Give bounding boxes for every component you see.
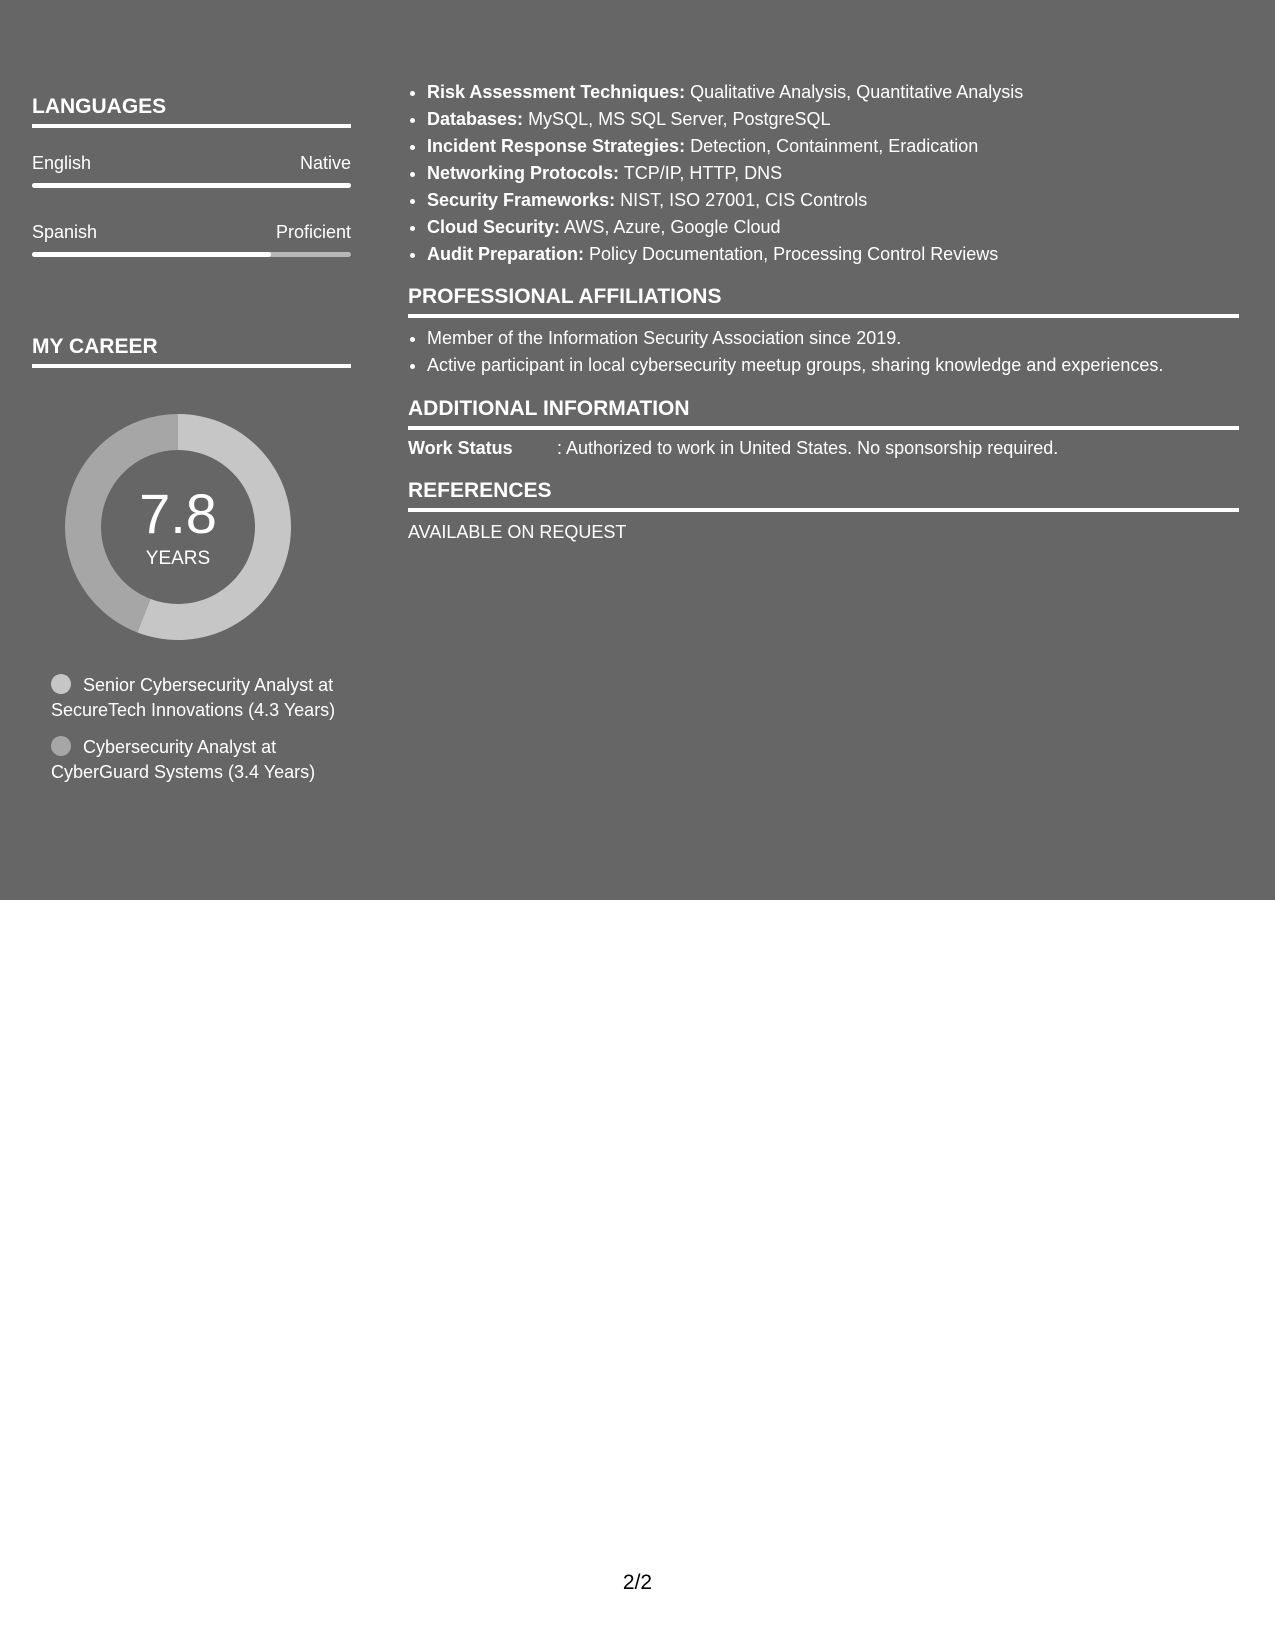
skill-value: Detection, Containment, Eradication <box>690 136 979 156</box>
skill-label: Networking Protocols: <box>427 163 620 183</box>
skill-value: NIST, ISO 27001, CIS Controls <box>620 190 868 210</box>
skill-item <box>427 241 1258 268</box>
references-text: AVAILABLE ON REQUEST <box>408 522 627 542</box>
skill-value: MySQL, MS SQL Server, PostgreSQL <box>528 109 831 129</box>
career-legend-item <box>51 673 351 723</box>
skill-label: Incident Response Strategies: <box>427 136 686 156</box>
skill-item <box>427 160 1258 187</box>
skill-label: Audit Preparation: <box>427 244 585 264</box>
language-bar-fill <box>32 183 351 188</box>
language-level: Native <box>299 153 351 173</box>
additional-info-heading: ADDITIONAL INFORMATION <box>408 396 1239 430</box>
skill-item <box>427 214 1258 241</box>
career-legend-item <box>51 735 351 785</box>
language-name: English <box>32 153 92 173</box>
career-heading: MY CAREER <box>32 334 351 368</box>
languages-heading: LANGUAGES <box>32 94 351 128</box>
skill-value: AWS, Azure, Google Cloud <box>564 217 781 237</box>
career-legend-label: Cybersecurity Analyst at CyberGuard Systems (3.4 Years) <box>51 737 316 782</box>
affiliation-item: • Active participant in local cybersecurity meetup groups, sharing knowledge and experiences. <box>427 352 1258 379</box>
skill-item <box>427 187 1258 214</box>
language-bar-fill <box>32 252 271 257</box>
skill-item <box>427 79 1258 106</box>
career-legend <box>51 673 351 797</box>
career-total-unit: YEARS <box>145 548 211 569</box>
language-bar-spanish <box>32 252 351 257</box>
career-total-years: 7.8 <box>139 482 217 545</box>
skill-value: Qualitative Analysis, Quantitative Analysis <box>690 82 1024 102</box>
legend-dot <box>51 674 71 694</box>
affiliation-item: • Member of the Information Security Association since 2019. <box>427 325 1258 352</box>
affiliations-heading: PROFESSIONAL AFFILIATIONS <box>408 284 1239 318</box>
skill-item <box>427 106 1258 133</box>
affiliations-list <box>408 325 1258 379</box>
skill-item <box>427 133 1258 160</box>
skill-value: Policy Documentation, Processing Control Reviews <box>589 244 999 264</box>
legend-dot <box>51 736 71 756</box>
career-donut-chart <box>65 414 291 640</box>
skill-label: Cloud Security: <box>427 217 561 237</box>
work-status-value: : Authorized to work in United States. No sponsorship required. <box>557 438 1059 458</box>
skill-label: Risk Assessment Techniques: <box>427 82 686 102</box>
language-bar-english <box>32 183 351 188</box>
skill-label: Security Frameworks: <box>427 190 616 210</box>
skill-value: TCP/IP, HTTP, DNS <box>623 163 783 183</box>
career-legend-label: Senior Cybersecurity Analyst at SecureTech Innovations (4.3 Years) <box>51 675 336 720</box>
references-heading: REFERENCES <box>408 478 1239 512</box>
work-status-label: Work Status <box>408 438 513 458</box>
language-name: Spanish <box>32 222 98 242</box>
language-level: Proficient <box>275 222 351 242</box>
page-number: 2/2 <box>622 1571 653 1594</box>
skills-list <box>408 79 1258 268</box>
skill-label: Databases: <box>427 109 524 129</box>
